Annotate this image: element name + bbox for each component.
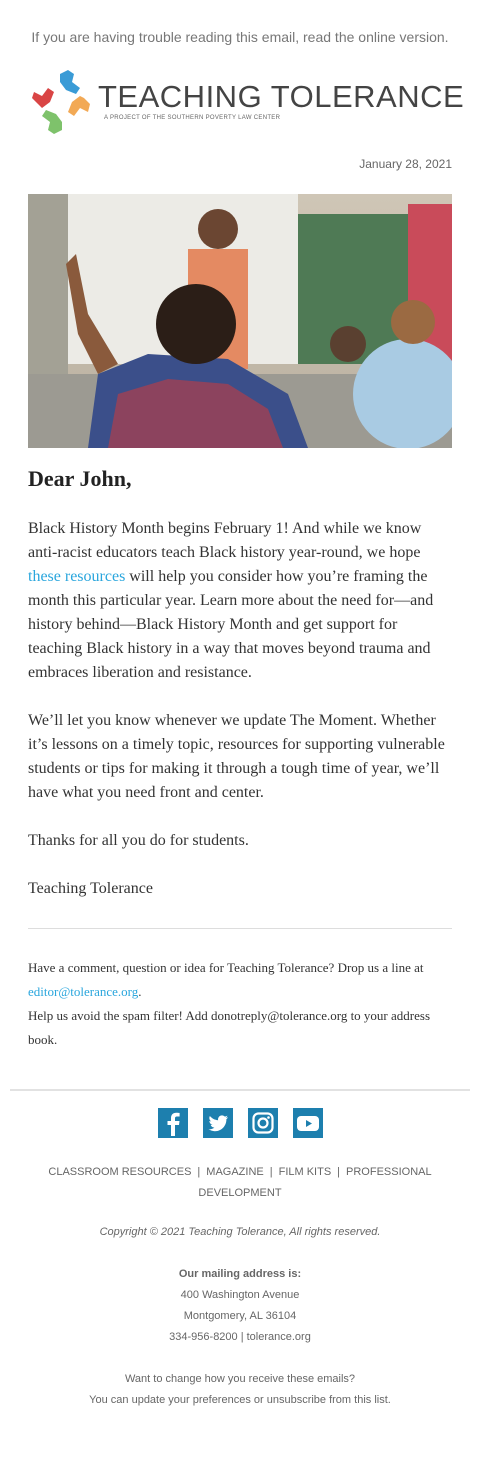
nav-separator: |	[337, 1166, 341, 1178]
body-paragraph-3: Thanks for all you do for students.	[28, 832, 249, 849]
facebook-icon[interactable]	[158, 1108, 188, 1138]
section-divider	[28, 928, 452, 929]
footer-divider	[10, 1089, 470, 1091]
contact-text-before: Have a comment, question or idea for Teaching Tolerance? Drop us a line at	[28, 960, 424, 975]
footer-nav	[40, 1162, 440, 1204]
editor-email-link[interactable]: editor@tolerance.org	[28, 984, 139, 999]
update-preferences-link[interactable]: You can update your preferences or unsubscribe from this list.	[89, 1394, 391, 1406]
logo-subtitle: A PROJECT OF THE SOUTHERN POVERTY LAW CENTER	[104, 115, 281, 121]
email-date: January 28, 2021	[359, 157, 452, 171]
hands-logo-icon	[28, 68, 94, 136]
footer-link-classroom-resources[interactable]: CLASSROOM RESOURCES	[48, 1166, 192, 1178]
contact-text	[28, 956, 452, 1052]
hero-image[interactable]	[28, 194, 452, 448]
teaching-tolerance-logo[interactable]	[28, 68, 465, 136]
address-line-1: 400 Washington Avenue	[180, 1289, 300, 1301]
twitter-icon[interactable]	[203, 1108, 233, 1138]
spam-filter-text: Help us avoid the spam filter! Add donotreply@tolerance.org to your address book.	[28, 1008, 430, 1047]
contact-text-after: .	[138, 984, 142, 999]
phone-website: 334-956-8200 | tolerance.org	[169, 1331, 311, 1343]
classroom-photo	[28, 194, 452, 448]
p1-text-before: Black History Month begins February 1! And while we know anti-racist educators teach Black history year-round, we hope	[28, 520, 422, 561]
social-links	[0, 1108, 480, 1138]
mailing-address-heading: Our mailing address is:	[178, 1268, 302, 1280]
copyright: Copyright © 2021 Teaching Tolerance, All rights reserved.	[99, 1226, 381, 1238]
change-emails-prompt: Want to change how you receive these emails?	[124, 1373, 356, 1385]
signature: Teaching Tolerance	[28, 880, 153, 897]
greeting: Dear John,	[28, 466, 132, 491]
body-paragraph-2: We’ll let you know whenever we update The Moment. Whether it’s lessons on a timely topic, resources for supporting vulnerable students or tips for making it through a tough time of year, we’ll have what you need front and center.	[28, 712, 445, 801]
instagram-icon[interactable]	[248, 1108, 278, 1138]
nav-separator: |	[197, 1166, 201, 1178]
nav-separator: |	[269, 1166, 273, 1178]
footer-link-magazine[interactable]: MAGAZINE	[206, 1166, 264, 1178]
footer-link-professional-development[interactable]: PROFESSIONAL DEVELOPMENT	[198, 1166, 432, 1199]
body-paragraph-1	[28, 517, 452, 685]
preheader-text[interactable]: If you are having trouble reading this email, read the online version.	[31, 29, 449, 45]
youtube-icon[interactable]	[293, 1108, 323, 1138]
address-line-2: Montgomery, AL 36104	[183, 1310, 297, 1322]
p1-text-after: will help you consider how you’re framing the month this particular year. Learn more about the need for—and history behind—Black History Month and get support for teaching Black history in a way that moves beyond trauma and embraces liberation and resistance.	[28, 568, 434, 681]
logo-title: TEACHING TOLERANCE	[98, 79, 465, 114]
footer-link-film-kits[interactable]: FILM KITS	[278, 1166, 332, 1178]
resources-link[interactable]: these resources	[28, 568, 126, 585]
